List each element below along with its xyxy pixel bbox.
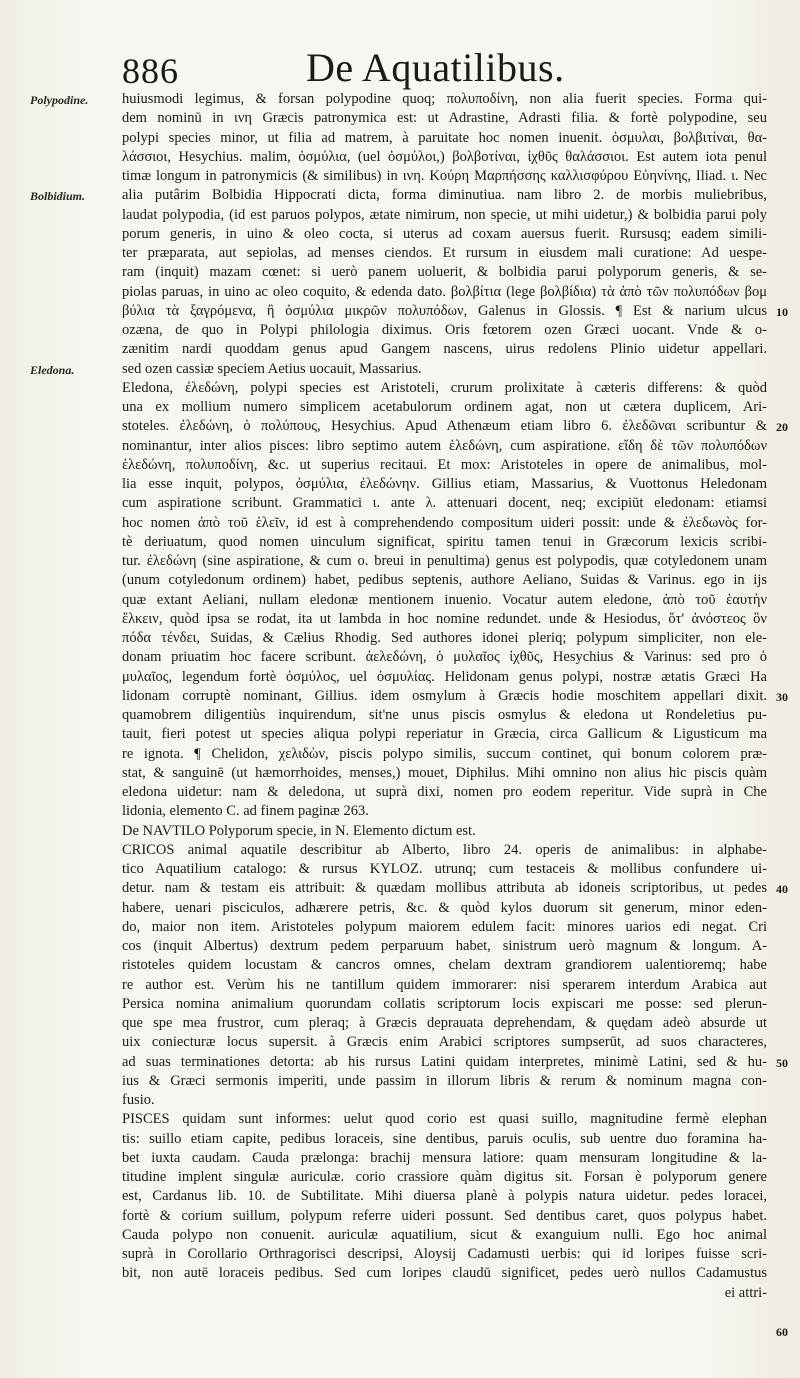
text-line: uix coniecturæ locus supersit. à Græcis enim Arabici scriptores sumpserūt, ad suos characteres, (122, 1034, 767, 1051)
text-line: μυλαῖος, legendum fortè ὀσμύλος, uel ὀσμυλίας. Helidonam genus polypi, nostræ ætatis Græci Ha (122, 668, 767, 685)
text-line: tur. ἐλεδώνη (sine aspiratione, & cum o. breui in penultima) genus est polypodis, quæ cotyledonem unam (122, 553, 767, 569)
text-line: ristoteles quidem locustam & cancros omnes, chelam dextram grandiorem ualentioremq; habe (122, 957, 767, 974)
text-line: CRICOS animal aquatile describitur ab Alberto, libro 24. operis de animalibus: in alphabe- (122, 841, 767, 858)
text-line: (unum cotyledonum ordinem) habet, pedibus septenis, authore Aeliano, Suidas & Varinus. ego in ijs (122, 572, 767, 589)
text-line: fortè & corium suillum, polypum referre uideri possunt. Sed dentibus caret, quos polypus habet. (122, 1207, 767, 1224)
text-line: Eledona, ἐλεδώνη, polypi species est Aristoteli, crurum prolixitate à cæteris differens: & quòd (122, 379, 767, 396)
line-number: 10 (776, 304, 788, 319)
text-line: ad suas terminationes detorta: ab his rursus Latini quidam interpretes, minimè Latini, sed & hu- (122, 1053, 767, 1070)
running-title: De Aquatilibus. (306, 45, 565, 90)
line-number: 60 (776, 1325, 788, 1339)
text-line: ram (inquit) mazam cœnet: si uerò panem uoluerit, & bolbidia parui polyporum generis, & se- (122, 264, 767, 281)
text-line: dem nominū in ινη Græcis patronymica est: ut Adrastine, Adrasti filia. & fortè polypodine, seu (122, 110, 767, 127)
text-line: zænitim nardi quoddam genus apud Gangem nascens, uirus redolens Plinio uidetur appellari. (122, 341, 767, 358)
text-line: bit, non autē loraceis pedibus. Sed cum loripes claudū significet, pedes uerò nullos Cadamustus (122, 1265, 767, 1282)
line-number: 50 (776, 1055, 788, 1070)
line-number: 40 (776, 882, 788, 897)
body-text (122, 90, 767, 1303)
text-line: polypi species minor, ut filia ad matrem, à paruitate hoc nomen inuenit. ὀσμυλαι, βολβιτίναι, θα- (122, 129, 767, 146)
text-line: re author est. Verùm his ne tantillum quidem immorarer: nisi sperarem interdum Arabica aut (122, 976, 767, 993)
text-line: βύλια τὰ ξαγρόμενα, ἢ ὀσμύλια μικρῶν πολυπόδων, Galenus in Glossis. ¶ Est & narium ulcus (122, 302, 767, 319)
text-line: sed ozen cassiæ speciem Aetius uocauit, Massarius. (122, 360, 422, 377)
text-line: que spe mea frustror, cum pleraq; à Græcis deprauata deprehendam, & quędam adeò absurde ut (122, 1015, 767, 1031)
text-line: hoc nomen ἀπὸ τοῦ ἑλεῖν, id est à comprehendendo compositum uideri possit: unde & ἐλεδωνὸς for- (122, 514, 767, 531)
text-line: Persica nomina animalium quorundam collatis scriptorum locis expiscari me posse: sed plerun- (122, 995, 767, 1012)
text-line: tico Aquatilium catalogo: & rursus KYLOZ. utrunq; cum testaceis & mollibus confundere ui- (122, 861, 767, 877)
margin-note: Polypodine. (30, 93, 89, 107)
page-number: 886 (122, 51, 179, 91)
text-line: suprà in Corollario Orthragorisci descripsi, Aloysij Cadamusti uerbis: qui id loripes fuisse scri- (122, 1246, 767, 1262)
text-line: titudine implent singulæ auriculæ. corio crassiore quàm digitus sit. Forsan è polyporum genere (122, 1169, 767, 1185)
text-line: λάσσιοι, Hesychius. malim, ὀσμύλια, (uel ὀσμύλοι,) βολβοτίναι, ἰχθῦς θαλάσσιοι. Est autem iota penul (122, 148, 767, 165)
text-line: ei attri- (724, 1284, 767, 1301)
text-line: ἑλεδώνη, πολυποδίνη, &c. ut superius recitaui. Et mox: Aristoteles in opere de animalibus, mol- (122, 456, 767, 473)
text-line: huiusmodi legimus, & forsan polypodine quoq; πολυποδίνη, non alia fuerit species. Forma qui- (122, 91, 767, 107)
text-line: habere, uenari pisciculos, adhærere petris, &c. & quòd kylos duorum sit generum, minor eden- (122, 899, 767, 916)
text-line: eledona uidetur: nam & deledona, ut suprà dixi, nomen pro eodem reperitur. Vide suprà in Che (122, 784, 767, 800)
text-line: donam priuatim hoc facere scribunt. ἀελεδώνη, ὁ μυλαῖος ἰχθῦς, Hesychius & Varinus: sed pro ὁ (122, 649, 767, 666)
text-line: stoteles. ἐλεδώνη, ὁ πολύπους, Hesychius. Apud Athenæum etiam libro 6. ἐλεδῶναι scribuntur & (122, 418, 767, 435)
text-line: timæ longum in patronymicis (& similibus) in ινη. Κούρη Μαρπήσσης καλλισφύρου Εὐηνίνης, Iliad. ι. Nec (122, 168, 767, 184)
text-line: cum aspiratione scribunt. Grammatici ι. ante λ. attenuari docent, neq; excipiūt eledonam: etiamsi (122, 495, 767, 512)
text-line: fusio. (122, 1092, 155, 1108)
text-line: porum generis, in uino & oleo cocta, si uterus ad coxam auersus fuerit. Rursusq; eadem simili- (122, 225, 767, 242)
line-number: 30 (776, 689, 788, 704)
line-number: 20 (776, 420, 788, 435)
text-line: una ex mollium numero simplicem acetabulorum ordinem agat, non ut cætera duplicem, Ari- (122, 399, 767, 415)
text-line: piolas paruas, in uino ac oleo coquito, & edenda dato. βολβίτια (lege βολβίδια) τὰ ἀπὸ τῶν πολυπόδων βομ (122, 283, 767, 300)
text-line: ozæna, de quo in Polypi philologia diximus. Oris fœtorem ozen Græci uocant. Vnde & o- (122, 322, 767, 338)
text-line: πόδα τένδει, Suidas, & Cælius Rhodig. Sed authores idonei pleriq; polypum simpliciter, non ele- (122, 630, 767, 646)
text-line: lidonia, elemento C. ad finem paginæ 263. (122, 803, 369, 820)
text-line: ἕλκειν, quòd ipsa se rodat, ita ut lambda in hoc nomine redundet. unde & Hesiodus, ὅτ' ἀνόστεος ὃν (122, 610, 767, 627)
text-line: quæ extant Aeliani, nullam eledonæ mentionem inuenio. Vocatur autem eledone, ἀπὸ τοῦ ἑαυτὴν (122, 591, 767, 608)
text-line: quamobrem diligentiùs inquirendum, sit'ne unus piscis osmylus & eledona ut Rondeletius pu- (122, 707, 767, 723)
text-line: est, Cardanus lib. 10. de Subtilitate. Mihi diuersa planè à polypis natura uidetur. pedes loracei, (122, 1188, 767, 1205)
text-line: bet iuxta caudam. Cauda prælonga: brachij mensura latiore: quam mensuram longitudine & la- (122, 1149, 767, 1166)
margin-note: Bolbidium. (30, 189, 86, 204)
text-line: Cauda polypo non conuenit. auriculæ aquatilium, sicut & exanguium nulli. Ego hoc animal (122, 1226, 767, 1243)
text-line: do, maior non item. Aristoteles polypum maiorem edulem facit: minores uarios edi negat. Cri (122, 918, 767, 935)
text-line: tauit, fieri potest ut species aliqua polypi reperiatur in Græcia, circa Gallicum & Ligusticum ma (122, 726, 767, 743)
text-line: laudat polypodia, (id est paruos polypos, ætate nimirum, non specie, ut mihi uidetur,) & bolbidia parui poly (122, 206, 767, 223)
text-line: lia esse inquit, polypos, ὀσμύλια, ἐλεδώνην. Gillius etiam, Massarius, & Vuottonus Heledonam (122, 476, 767, 492)
text-line: re ignota. ¶ Chelidon, χελιδὼν, piscis polypo similis, succum continet, qui bonum colorem præ- (122, 745, 767, 762)
text-line: PISCES quidam sunt informes: uelut quod corio est quasi suillo, magnitudine fermè elephan (122, 1111, 767, 1128)
text-line: alia putârim Bolbidia Hippocrati dicta, forma diminutiua. nam libro 2. de morbis muliebribus, (122, 187, 767, 204)
text-line: ius & Græci sermonis imperiti, unde passim in illorum libris & rerum & nominum magna con- (122, 1072, 767, 1089)
text-line: ter præparata, aut sepiolas, ad menses ciendos. Et rursum in eiusdem mali curatione: Ad uespe- (122, 245, 767, 261)
text-line: De NAVTILO Polyporum specie, in N. Elemento dictum est. (122, 822, 476, 839)
text-line: lidonam corruptè nominant, Gillius. idem osmylum à Græcis hodie moschitem appellari dixit. (122, 687, 767, 704)
text-line: cos (inquit Albertus) dextrum pedem perparuum habet, sinistrum uerò magnum & longum. A- (122, 938, 767, 954)
text-line: detur. nam & testam eis attribuit: & quædam mollibus attributa ab idoneis scriptoribus, ut pedes (122, 880, 767, 897)
text-line: nominantur, inter alios pisces: libro septimo autem ἑλεδώνη, cum aspiratione. εἴδη δὲ τῶν πολυπόδων (122, 437, 767, 454)
text-line: tè deriuatum, quod nomen uinculum significat, spiritu tamen tenui in Græcorum lexicis scribi- (122, 533, 767, 550)
text-line: stat, & sanguinē (ut hæmorrhoides, menses,) mouet, Diphilus. Mihi omnino non alius hic piscis quàm (122, 764, 767, 781)
margin-note: Eledona. (30, 362, 75, 377)
text-line: tis: suillo etiam capite, pedibus loraceis, sine dentibus, paruis oculis, sub uentre duo foramina ha- (122, 1130, 767, 1147)
